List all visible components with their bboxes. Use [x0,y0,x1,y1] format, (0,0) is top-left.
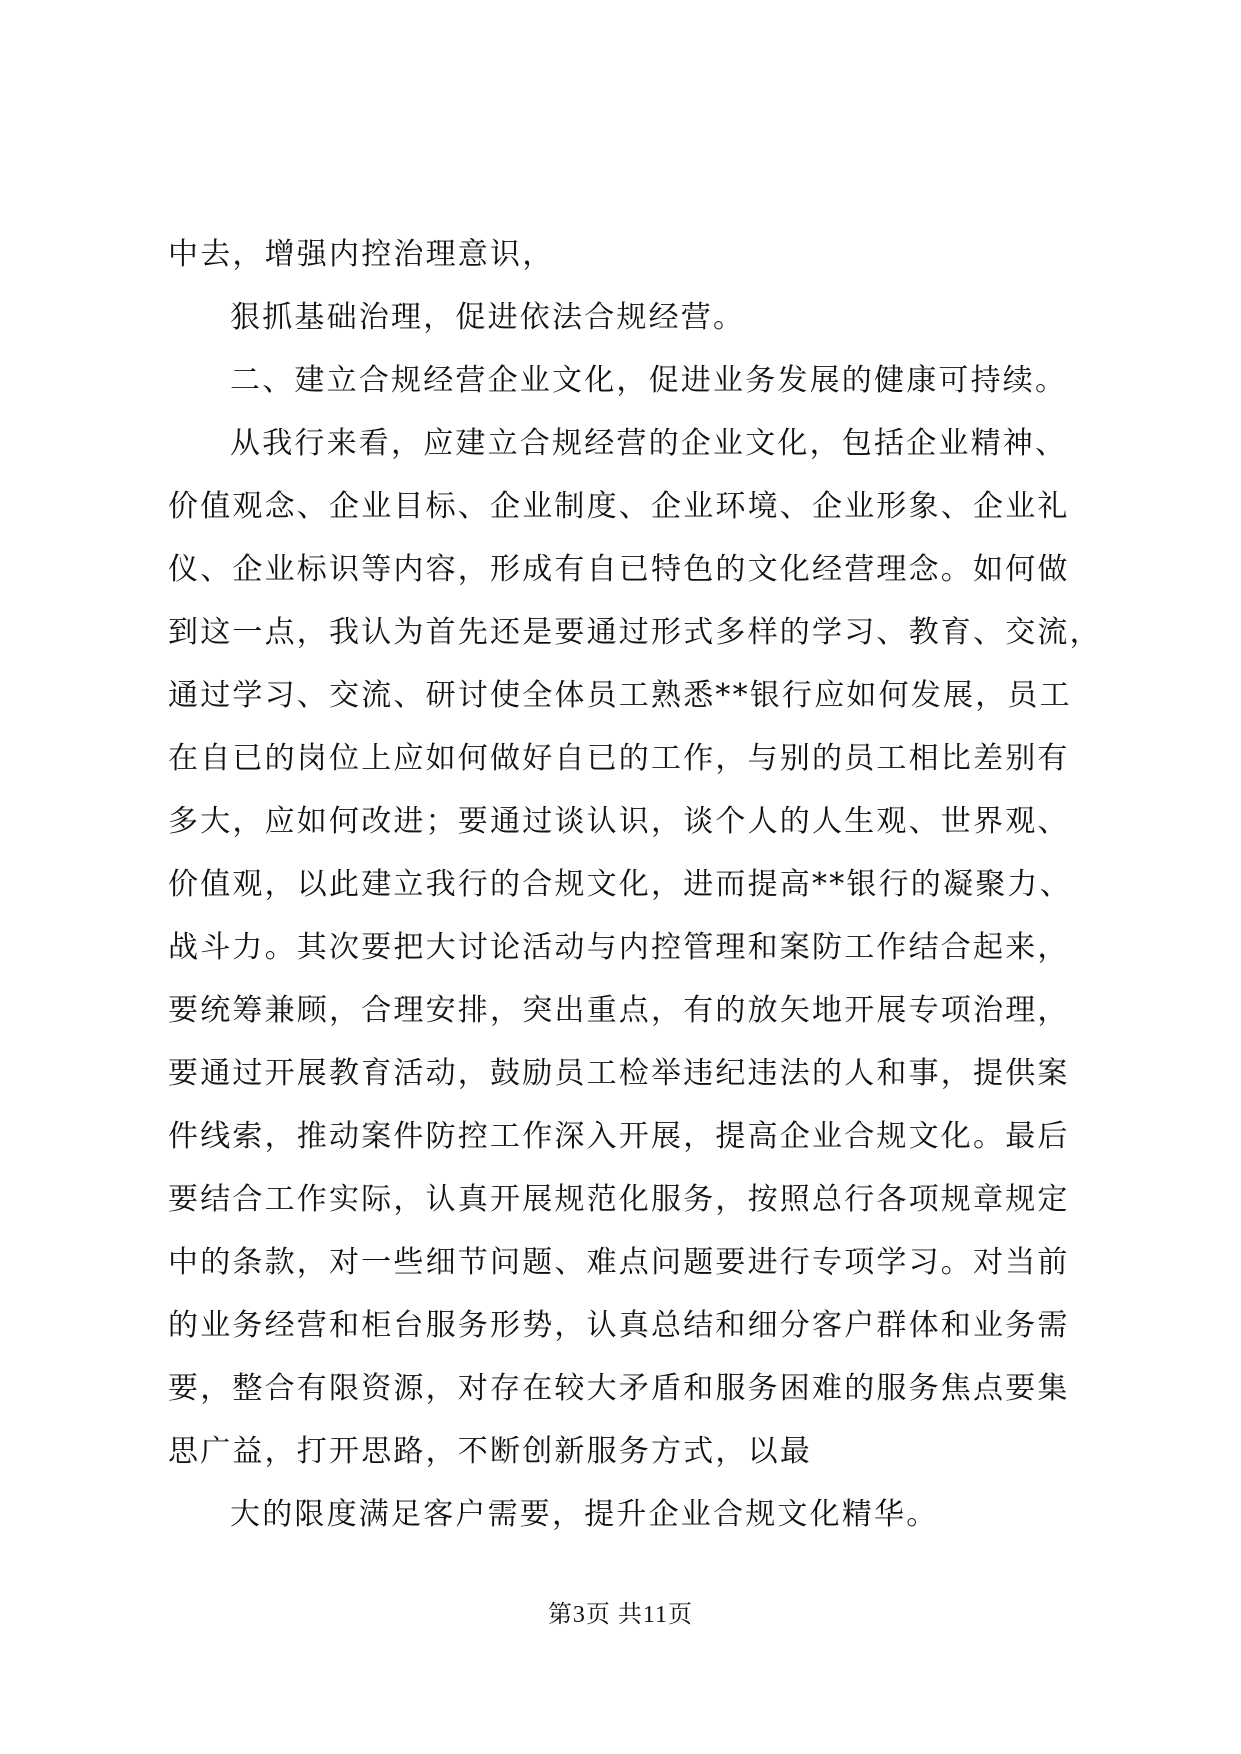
body-line: 从我行来看，应建立合规经营的企业文化，包括企业精神、 [230,426,1068,461]
body-line: 要通过开展教育活动，鼓励员工检举违纪违法的人和事，提供案 [168,1056,1070,1091]
body-line: 思广益，打开思路，不断创新服务方式，以最 [168,1434,812,1469]
body-line: 狠抓基础治理，促进依法合规经营。 [230,300,746,335]
body-line: 价值观，以此建立我行的合规文化，进而提高**银行的凝聚力、 [168,867,1072,902]
body-line: 多大，应如何改进；要通过谈认识，谈个人的人生观、世界观、 [168,804,1070,839]
body-line: 要，整合有限资源，对存在较大矛盾和服务困难的服务焦点要集 [168,1371,1070,1406]
body-line: 要统筹兼顾，合理安排，突出重点，有的放矢地开展专项治理， [168,993,1070,1028]
body-line: 仪、企业标识等内容，形成有自已特色的文化经营理念。如何做 [168,552,1070,587]
body-line: 通过学习、交流、研讨使全体员工熟悉**银行应如何发展，员工 [168,678,1072,713]
page-number-footer: 第3页 共11页 [547,1602,694,1628]
body-line: 的业务经营和柜台服务形势，认真总结和细分客户群体和业务需 [168,1308,1070,1343]
body-line: 到这一点，我认为首先还是要通过形式多样的学习、教育、交流， [168,615,1102,650]
body-line: 在自已的岗位上应如何做好自已的工作，与别的员工相比差别有 [168,741,1070,776]
body-line: 件线索，推动案件防控工作深入开展，提高企业合规文化。最后 [168,1119,1070,1154]
body-line: 中去，增强内控治理意识， [168,237,555,272]
body-line: 要结合工作实际，认真开展规范化服务，按照总行各项规章规定 [168,1182,1070,1217]
body-line: 中的条款，对一些细节问题、难点问题要进行专项学习。对当前 [168,1245,1070,1280]
body-line: 价值观念、企业目标、企业制度、企业环境、企业形象、企业礼 [168,489,1070,524]
section-heading: 二、建立合规经营企业文化，促进业务发展的健康可持续。 [230,363,1068,398]
body-line: 战斗力。其次要把大讨论活动与内控管理和案防工作结合起来， [168,930,1070,965]
body-line: 大的限度满足客户需要，提升企业合规文化精华。 [230,1497,939,1532]
